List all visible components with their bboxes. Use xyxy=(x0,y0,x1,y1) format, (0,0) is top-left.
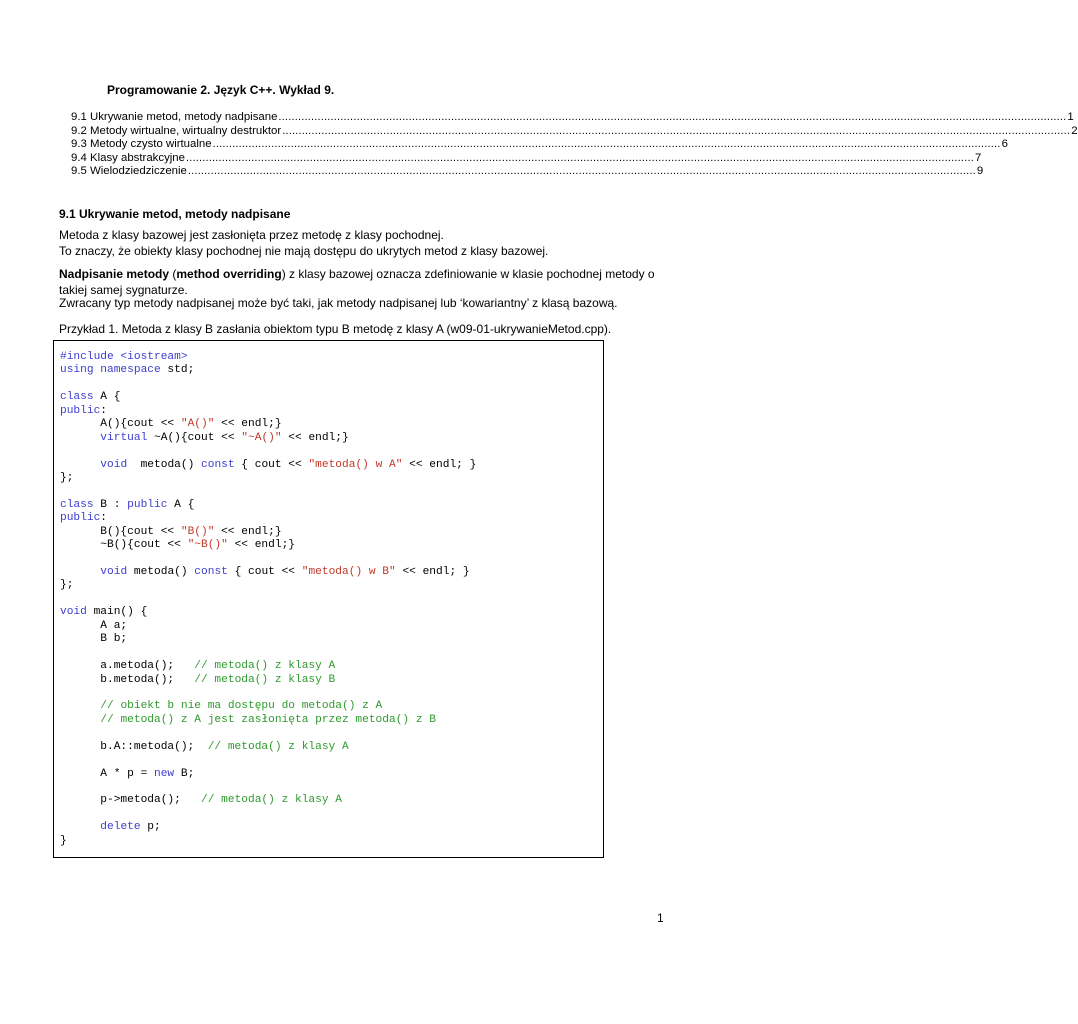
code-keyword: void xyxy=(100,566,128,578)
code-comment: // metoda() z klasy A xyxy=(194,660,336,673)
toc-entry-label: 9.5 Wielodziedziczenie xyxy=(71,165,187,178)
code-text: : xyxy=(100,512,108,525)
code-text: p->metoda(); xyxy=(60,794,201,807)
code-text: A { xyxy=(93,391,121,404)
code-text: : xyxy=(100,404,108,417)
paragraph-line: To znaczy, że obiekty klasy pochodnej nie mają dostępu do ukrytych metod z klasy bazowej. xyxy=(59,243,549,258)
code-line xyxy=(60,835,476,848)
paragraph-line: Metoda z klasy bazowej jest zasłonięta przez metodę z klasy pochodnej. xyxy=(59,228,444,242)
code-preprocessor: #include <iostream> xyxy=(60,351,188,363)
code-line xyxy=(60,405,476,418)
code-line xyxy=(60,418,476,431)
code-text: ~A(){cout << xyxy=(147,431,242,444)
code-keyword: public xyxy=(60,404,101,417)
code-text: << endl; } xyxy=(402,458,477,471)
toc-leader-dots: .................................................................................................................................................................................................................................................. xyxy=(278,111,1067,123)
code-string: "A()" xyxy=(180,418,215,431)
code-line xyxy=(60,647,476,660)
toc-entry-page: 2 xyxy=(1071,124,1078,137)
code-text: A * p = xyxy=(60,767,154,780)
code-text: metoda() xyxy=(127,458,202,471)
code-text: << endl;} xyxy=(227,539,295,552)
code-keyword: virtual xyxy=(100,431,148,444)
code-line xyxy=(60,700,476,713)
term-bold: Nadpisanie metody xyxy=(59,267,170,281)
code-text: B; xyxy=(174,767,195,780)
code-line xyxy=(60,485,476,498)
page-number: 1 xyxy=(657,911,664,925)
code-line xyxy=(60,553,476,566)
code-comment: // metoda() z klasy A xyxy=(201,794,342,807)
code-line xyxy=(60,620,476,633)
code-string: "metoda() w B" xyxy=(301,566,396,578)
code-line xyxy=(60,579,476,592)
code-string: "B()" xyxy=(180,525,215,538)
paragraph-text: ( xyxy=(169,267,177,281)
code-line xyxy=(60,512,476,525)
code-line xyxy=(60,499,476,512)
toc-entry-label: 9.3 Metody czysto wirtualne xyxy=(71,138,212,151)
code-text: << endl;} xyxy=(214,525,282,538)
code-line xyxy=(60,445,476,458)
table-of-contents xyxy=(71,111,1078,179)
code-text: a.metoda(); xyxy=(60,660,195,673)
code-keyword: public xyxy=(127,498,168,511)
code-line xyxy=(60,566,476,579)
code-line xyxy=(60,539,476,552)
code-text: B : xyxy=(93,498,128,511)
code-keyword: new xyxy=(154,767,175,780)
code-line xyxy=(60,754,476,767)
code-text: } xyxy=(60,834,67,847)
code-text: ~B(){cout << xyxy=(60,539,188,552)
code-line xyxy=(60,794,476,807)
code-text: << endl;} xyxy=(281,431,349,444)
code-string: "~A()" xyxy=(241,431,282,444)
code-text: A(){cout << xyxy=(60,418,181,431)
code-line xyxy=(60,687,476,700)
code-line xyxy=(60,808,476,821)
code-text: { cout << xyxy=(227,566,302,578)
toc-leader-dots: .................................................................................................................................................................................................................................................. xyxy=(282,124,1071,137)
toc-entry-label: 9.4 Klasy abstrakcyjne xyxy=(71,151,185,164)
code-text: B b; xyxy=(60,633,128,646)
code-line xyxy=(60,351,476,364)
paragraph-overriding xyxy=(59,267,669,298)
code-comment: // metoda() z klasy A xyxy=(207,740,349,753)
code-text: { cout << xyxy=(234,458,309,471)
code-text xyxy=(60,714,100,726)
code-listing-box xyxy=(53,340,604,858)
toc-leader-dots: .................................................................................................................................................................................................................................................. xyxy=(185,151,974,164)
code-line xyxy=(60,472,476,485)
code-line xyxy=(60,727,476,740)
paragraph-hiding xyxy=(59,228,669,259)
code-keyword: class xyxy=(60,498,94,511)
code-line xyxy=(60,526,476,539)
toc-entry[interactable] xyxy=(71,124,1078,139)
code-line xyxy=(60,593,476,606)
toc-entry[interactable] xyxy=(71,151,982,166)
code-line xyxy=(60,714,476,727)
code-text xyxy=(60,459,100,471)
code-listing xyxy=(60,351,476,848)
toc-entry[interactable] xyxy=(71,165,984,179)
code-line xyxy=(60,741,476,754)
code-line xyxy=(60,459,476,472)
toc-entry[interactable] xyxy=(71,111,1074,125)
code-keyword: const xyxy=(194,566,228,578)
code-text: << endl; } xyxy=(395,566,470,578)
code-keyword: void xyxy=(100,458,128,471)
paragraph-return-type: Zwracany typ metody nadpisanej może być taki, jak metody nadpisanej lub ‘kowariantny’ z klasą bazową. xyxy=(59,296,618,310)
toc-entry-label: 9.1 Ukrywanie metod, metody nadpisane xyxy=(71,111,278,123)
code-line xyxy=(60,364,476,377)
code-line xyxy=(60,768,476,781)
section-heading: 9.1 Ukrywanie metod, metody nadpisane xyxy=(59,207,291,221)
toc-entry-page: 1 xyxy=(1067,111,1074,123)
code-string: "~B()" xyxy=(187,539,228,552)
toc-leader-dots: .................................................................................................................................................................................................................................................. xyxy=(212,138,1001,151)
code-text: metoda() xyxy=(127,566,195,578)
code-keyword: class xyxy=(60,391,94,404)
code-text: p; xyxy=(140,821,161,834)
code-line xyxy=(60,660,476,673)
code-comment: // metoda() z klasy B xyxy=(194,673,336,686)
code-line xyxy=(60,391,476,404)
code-text: std; xyxy=(160,364,195,377)
code-text: }; xyxy=(60,471,74,484)
code-comment: // obiekt b nie ma dostępu do metoda() z A xyxy=(100,700,383,713)
code-comment: // metoda() z A jest zasłonięta przez metoda() z B xyxy=(100,713,436,726)
code-keyword: public xyxy=(60,512,101,525)
toc-entry-label: 9.2 Metody wirtualne, wirtualny destruktor xyxy=(71,124,282,137)
example-caption: Przykład 1. Metoda z klasy B zasłania obiektom typu B metodę z klasy A (w09-01-ukrywanieMetod.cpp). xyxy=(59,322,612,336)
code-keyword: delete xyxy=(100,821,141,834)
code-keyword: void xyxy=(60,606,87,619)
code-text: B(){cout << xyxy=(60,525,181,538)
code-text: b.metoda(); xyxy=(60,673,195,686)
code-text: b.A::metoda(); xyxy=(60,740,208,753)
toc-entry-page: 9 xyxy=(976,165,984,178)
code-line xyxy=(60,674,476,687)
code-text xyxy=(60,566,100,578)
paragraph-text: ) z klasy bazowej oznacza zdefiniowanie w klasie pochodnej metody o takiej samej sygnaturze. xyxy=(59,267,655,297)
code-line xyxy=(60,821,476,834)
toc-entry-page: 7 xyxy=(974,151,982,164)
document-title: Programowanie 2. Język C++. Wykład 9. xyxy=(107,83,335,97)
code-text: }; xyxy=(60,579,74,592)
code-line xyxy=(60,606,476,619)
toc-entry-page: 6 xyxy=(1001,138,1008,151)
code-text xyxy=(60,700,100,712)
toc-entry[interactable] xyxy=(71,138,1008,152)
code-string: "metoda() w A" xyxy=(308,458,403,471)
code-keyword: const xyxy=(201,458,235,471)
code-text: << endl;} xyxy=(214,418,282,431)
code-text xyxy=(60,821,100,833)
code-line xyxy=(60,378,476,391)
term-bold: method overriding xyxy=(176,267,282,281)
code-line xyxy=(60,781,476,794)
code-text: A a; xyxy=(60,619,128,632)
code-keyword: using namespace xyxy=(60,364,161,377)
code-text: main() { xyxy=(86,606,148,619)
code-text xyxy=(60,432,100,444)
code-line xyxy=(60,432,476,445)
code-line xyxy=(60,633,476,646)
toc-leader-dots: .................................................................................................................................................................................................................................................. xyxy=(187,165,976,178)
code-text: A { xyxy=(167,498,195,511)
